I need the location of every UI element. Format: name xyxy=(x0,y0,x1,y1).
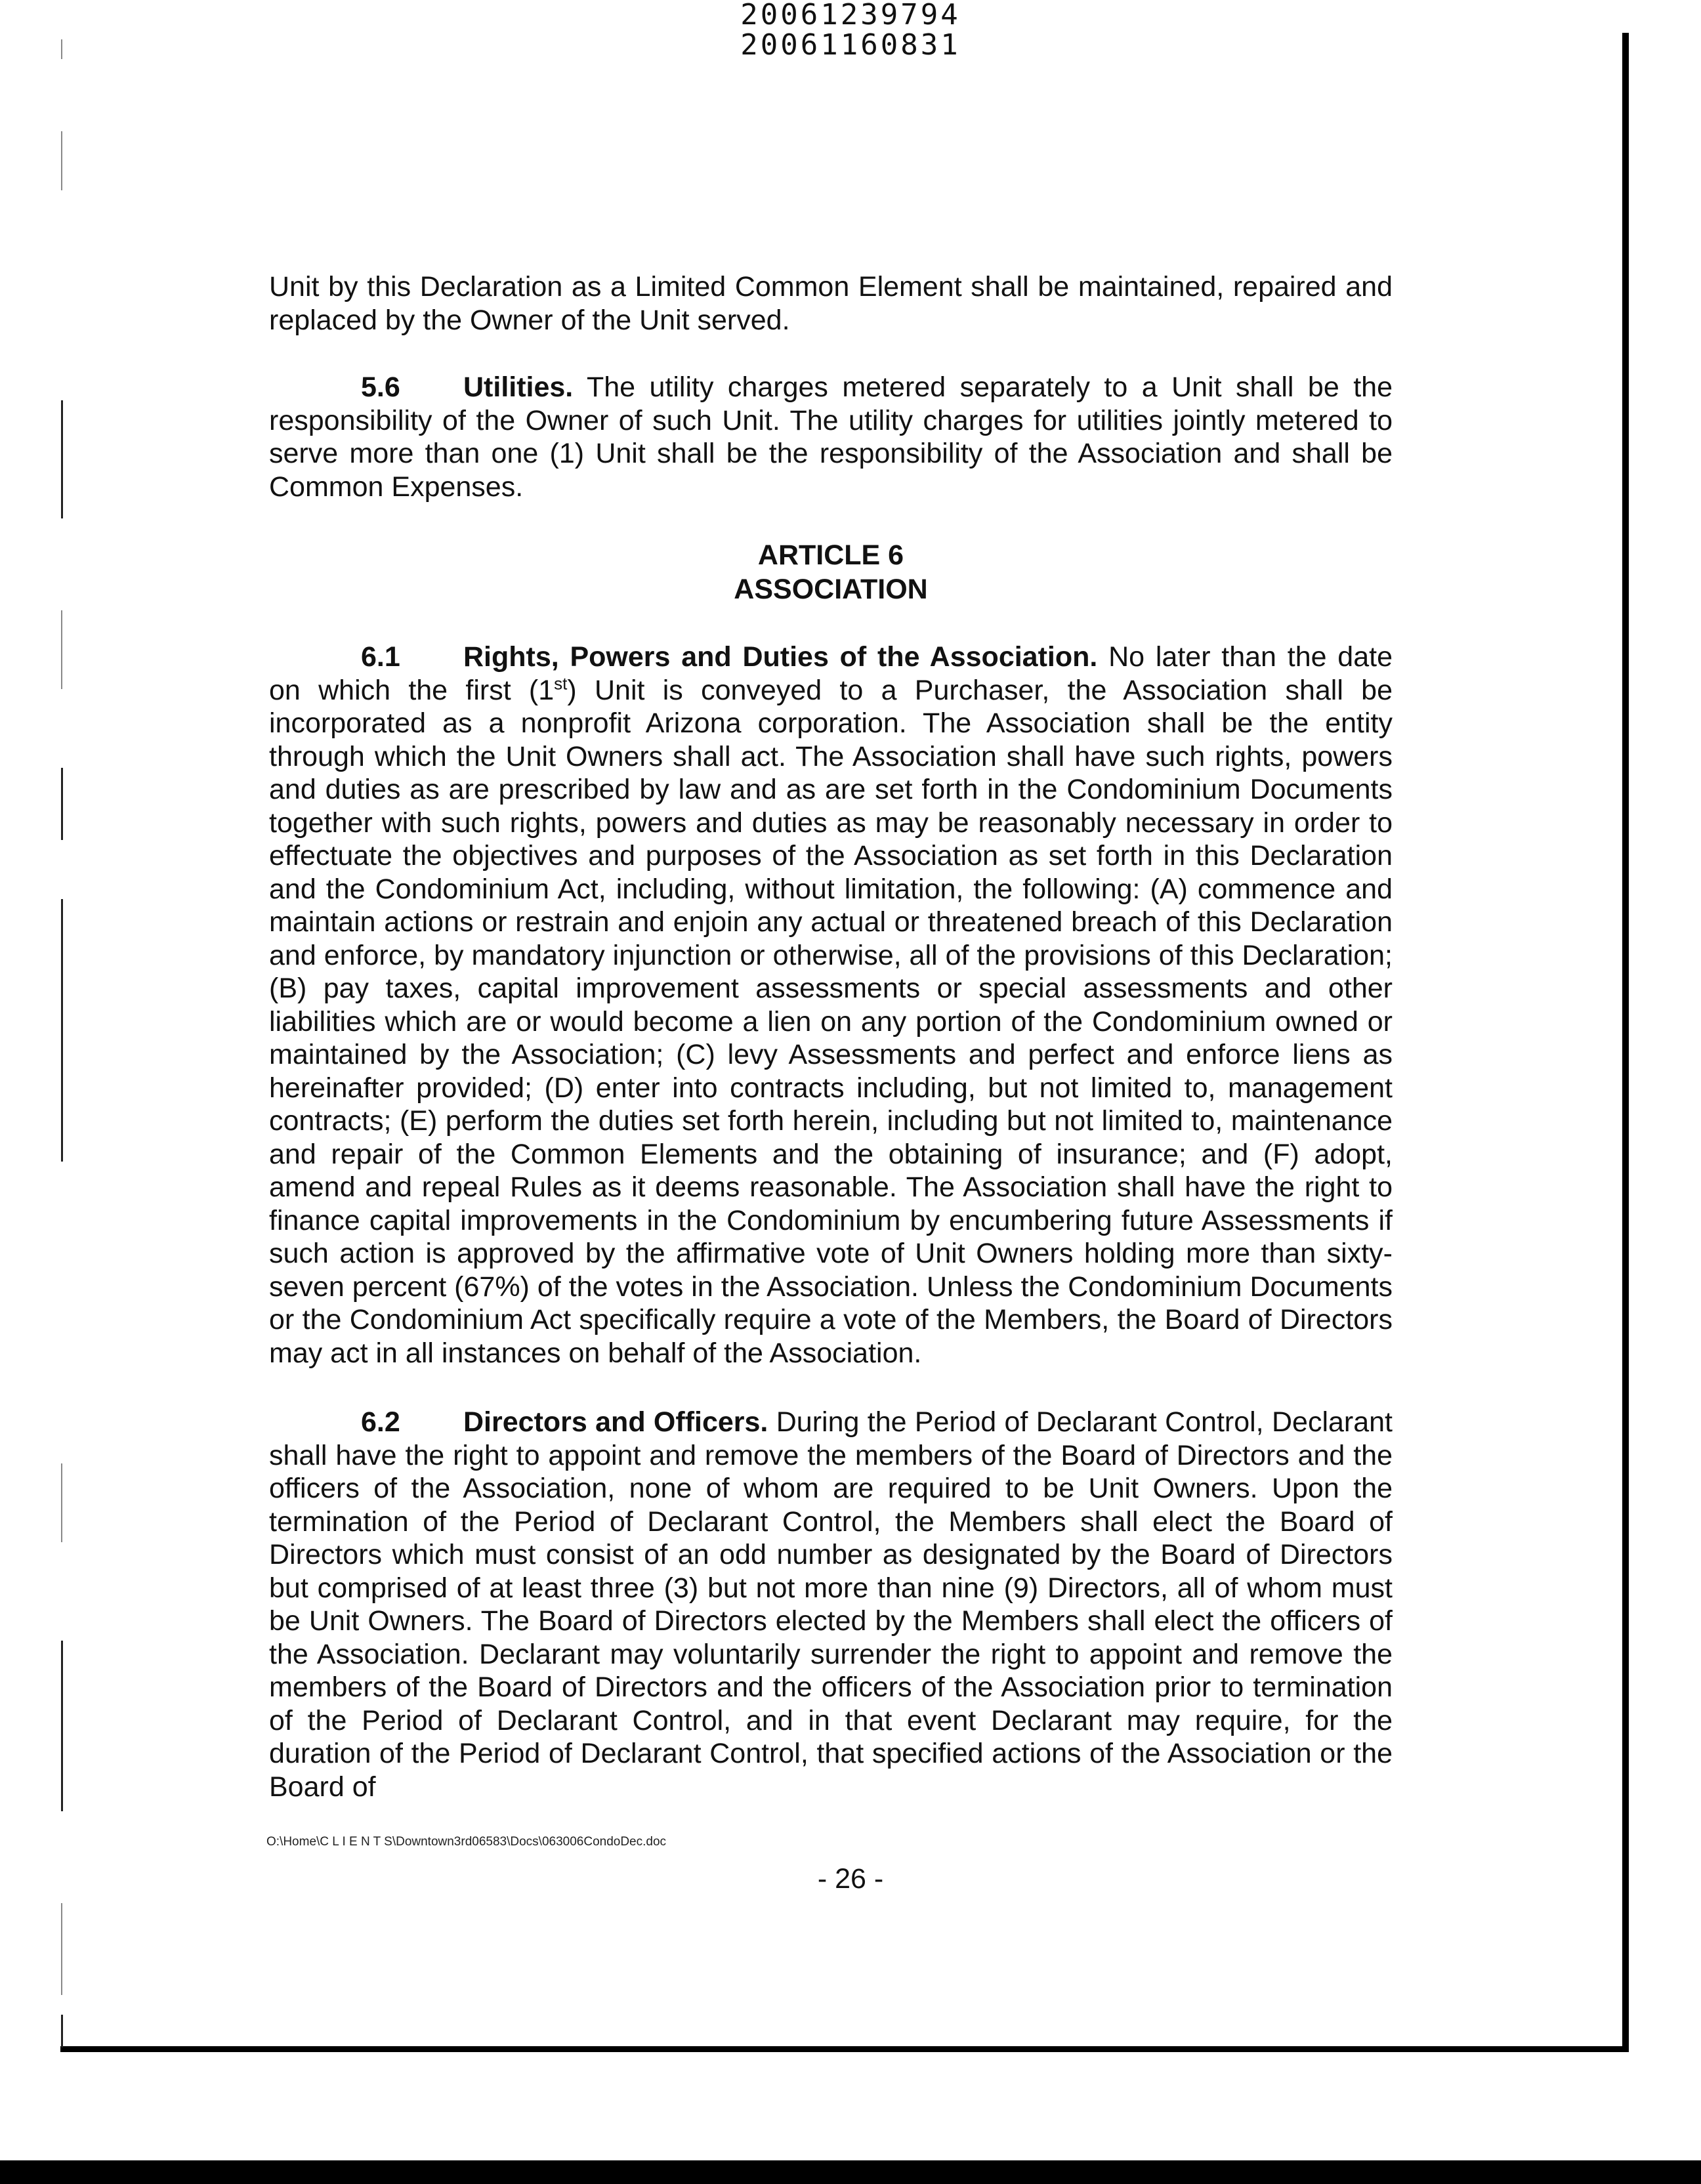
scan-edge-mark xyxy=(61,899,63,1162)
article-title: ASSOCIATION xyxy=(734,574,928,605)
continuation-paragraph xyxy=(269,270,1393,337)
section-number: 5.6 xyxy=(361,371,400,403)
section-6-2-paragraph xyxy=(269,1406,1393,1803)
section-title: Directors and Officers. xyxy=(463,1406,768,1438)
scan-edge-mark xyxy=(61,768,63,840)
section-body: During the Period of Declarant Control, Declarant shall have the right to appoint and remove the members of the Board of Directors and the officers of the Association, none of whom are required to be Unit Owners. Upon the termination of the Period of Declarant Control, the Members shall elect the Board of Directors which must consist of an odd number as designated by the Board of Directors but comprised of at least three (3) but not more than nine (9) Directors, all of whom must be Unit Owners. The Board of Directors elected by the Members shall elect the officers of the Association. Declarant may voluntarily surrender the right to appoint and remove the members of the Board of Directors and the officers of the Association prior to termination of the Period of Declarant Control, and in that event Declarant may require, for the duration of the Period of Declarant Control, that specified actions of the Association or the Board of xyxy=(269,1406,1393,1803)
ordinal-superscript: st xyxy=(554,673,568,694)
scan-edge-mark xyxy=(61,1641,63,1811)
section-6-1-paragraph xyxy=(269,640,1393,1370)
section-number: 6.1 xyxy=(361,641,400,673)
article-heading xyxy=(269,538,1393,606)
footer-file-path: O:\Home\C L I E N T S\Downtown3rd06583\Docs\063006CondoDec.doc xyxy=(266,1835,667,1849)
section-body: The utility charges metered separately to a Unit shall be the responsibility of the Owner of such Unit. The utility charges for utilities jointly metered to serve more than one (1) Unit shall be the responsibility of the Association and shall be Common Expenses. xyxy=(269,371,1393,503)
scan-edge-mark xyxy=(61,1463,62,1542)
section-5-6-paragraph xyxy=(269,371,1393,503)
scan-edge-mark xyxy=(61,610,62,689)
recording-number-2: 20061160831 xyxy=(740,28,961,62)
article-number: ARTICLE 6 xyxy=(757,539,904,571)
section-title: Rights, Powers and Duties of the Association. xyxy=(463,641,1098,673)
scan-edge-mark xyxy=(61,400,63,518)
section-6-1 xyxy=(269,640,1393,1370)
section-title: Utilities. xyxy=(463,371,574,403)
recording-number-1: 20061239794 xyxy=(740,0,961,32)
section-body: ) Unit is conveyed to a Purchaser, the Association shall be incorporated as a nonprofit Arizona corporation. The Association shall be the entity through which the Unit Owners shall act. The Association shall have such rights, powers and duties as are prescribed by law and as are set forth in the Condominium Documents together with such rights, powers and duties as may be reasonably necessary in order to effectuate the objectives and purposes of the Association as set forth in this Declaration and the Condominium Act, including, without limitation, the following: (A) commence and maintain actions or restrain and enjoin any actual or threatened breach of this Declaration and enforce, by mandatory injunction or otherwise, all of the provisions of this Declaration; (B) pay taxes, capital improvement assessments or special assessments and other liabilities which are or would become a lien on any portion of the Condominium owned or maintained by the Association; (C) levy Assessments and perfect and enforce liens as hereinafter provided; (D) enter into contracts including, but not limited to, management contracts; (E) perform the duties set forth herein, including but not limited to, maintenance and repair of the Common Elements and the obtaining of insurance; and (F) adopt, amend and repeal Rules as it deems reasonable. The Association shall have the right to finance capital improvements in the Condominium by encumbering future Assessments if such action is approved by the affirmative vote of Unit Owners holding more than sixty-seven percent (67%) of the votes in the Association. Unless the Condominium Documents or the Condominium Act specifically require a vote of the Members, the Board of Directors may act in all instances on behalf of the Association. xyxy=(269,674,1393,1369)
scan-edge-mark xyxy=(61,1903,62,1995)
scan-edge-mark xyxy=(61,131,62,190)
page-number: - 26 - xyxy=(817,1863,884,1895)
section-6-2 xyxy=(269,1406,1393,1803)
scan-border-bottom-inner xyxy=(60,2046,1629,2052)
recording-numbers xyxy=(0,0,1701,60)
scan-edge-mark xyxy=(61,2015,63,2048)
section-5-6 xyxy=(269,371,1393,503)
section-body-start: No later than the date on which the first (1 xyxy=(269,641,1393,706)
scan-border-right xyxy=(1622,33,1629,2051)
continuation-text: Unit by this Declaration as a Limited Common Element shall be maintained, repaired and replaced by the Owner of the Unit served. xyxy=(269,271,1393,336)
section-number: 6.2 xyxy=(361,1406,400,1438)
scan-border-bottom-outer xyxy=(0,2160,1701,2184)
